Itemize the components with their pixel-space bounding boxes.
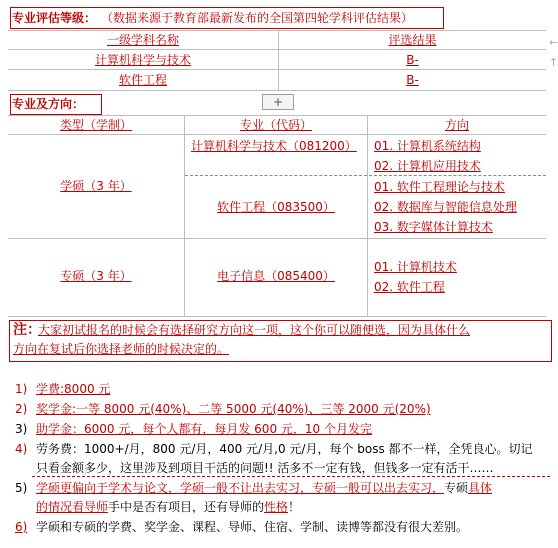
edge-marker: ← [549,36,558,49]
major-ee: 电子信息（085400） [217,269,335,283]
direction-item: 01. 计算机技术 [374,260,457,274]
majors-highlight-box [10,94,102,115]
type-academic: 学硕（3 年） [60,179,132,193]
major-se: 软件工程（083500） [217,200,335,214]
eval-row-result: B- [406,53,419,67]
comparison-text: 的情况看导师 [36,500,109,514]
major-cs: 计算机科学与技术（081200） [191,139,357,153]
eval-row-name: 软件工程 [118,73,167,87]
list-number: 3) [15,422,28,436]
labor-fee-line: 劳务费：1000+/月，800 元/月，400 元/月,0 元/月，每个 boss 都不一样，全凭良心。切记 [36,442,533,456]
summary-text: 学硕和专硕的学费、奖学金、课程、导师、住宿、学制、读博等都没有很大差别。 [36,520,469,534]
direction-item: 02. 软件工程 [374,280,445,294]
list-number: 4) [15,442,28,456]
comparison-text: 学硕更偏向于学术与论文，学硕一般不让出去实习，专硕一般可以出去实习， [36,481,445,495]
comparison-text: 专硕 [444,481,469,495]
majors-header-direction: 方向 [444,118,469,132]
scholarship-text: 奖学金:一等 8000 元(40%)、二等 5000 元(40%)、三等 2000 元(20%) [36,402,431,416]
majors-header-major: 专业（代码） [239,118,312,132]
comparison-text: ！ [288,500,301,514]
direction-item: 02. 计算机应用技术 [374,159,481,173]
list-number: 6) [15,520,28,534]
eval-row-name: 计算机科学与技术 [94,53,191,67]
direction-item: 01. 计算机系统结构 [374,139,481,153]
eval-row-result: B- [406,73,419,87]
add-row-button[interactable]: + [262,94,294,110]
grant-text: 助学金：6000 元，每个人都有，每月发 600 元，10 个月发完 [36,422,372,436]
majors-header-type: 类型（学制） [59,118,132,132]
list-number: 5) [15,481,28,495]
type-professional: 专硕（3 年） [60,269,132,283]
majors-section-label: 专业及方向： [12,97,85,111]
list-number: 1) [15,382,28,396]
tuition-text: 学费:8000 元 [36,382,111,396]
comparison-text: 性格 [264,500,289,514]
direction-item: 02. 数据库与智能信息处理 [374,200,517,214]
comparison-text: 具体 [468,481,493,495]
eval-header-result: 评选结果 [388,33,437,47]
comparison-text: 手中是否有项目，还有导师的 [108,500,265,514]
direction-item: 03. 数字媒体计算技术 [374,220,493,234]
eval-highlight-box [10,7,444,29]
eval-source-note: （数据来源于教育部最新发布的全国第四轮学科评估结果） [101,11,414,25]
note-label: 注： [13,322,41,338]
labor-fee-line: 只看金额多少，这里涉及到项目干活的问题!! 活多不一定有钱，但钱多一定有活干…… [36,461,494,475]
note-line: 大家初试报名的时候会有选择研究方向这一项，这个你可以随便选，因为具体什么 [38,323,471,337]
eval-header-name: 一级学科名称 [106,33,179,47]
edge-marker: ↑ [549,56,558,69]
list-number: 2) [15,402,28,416]
note-line: 方向在复试后你选择老师的时候决定的。 [13,342,230,356]
direction-item: 01. 软件工程理论与技术 [374,180,505,194]
eval-section-label: 专业评估等级： [12,11,97,25]
